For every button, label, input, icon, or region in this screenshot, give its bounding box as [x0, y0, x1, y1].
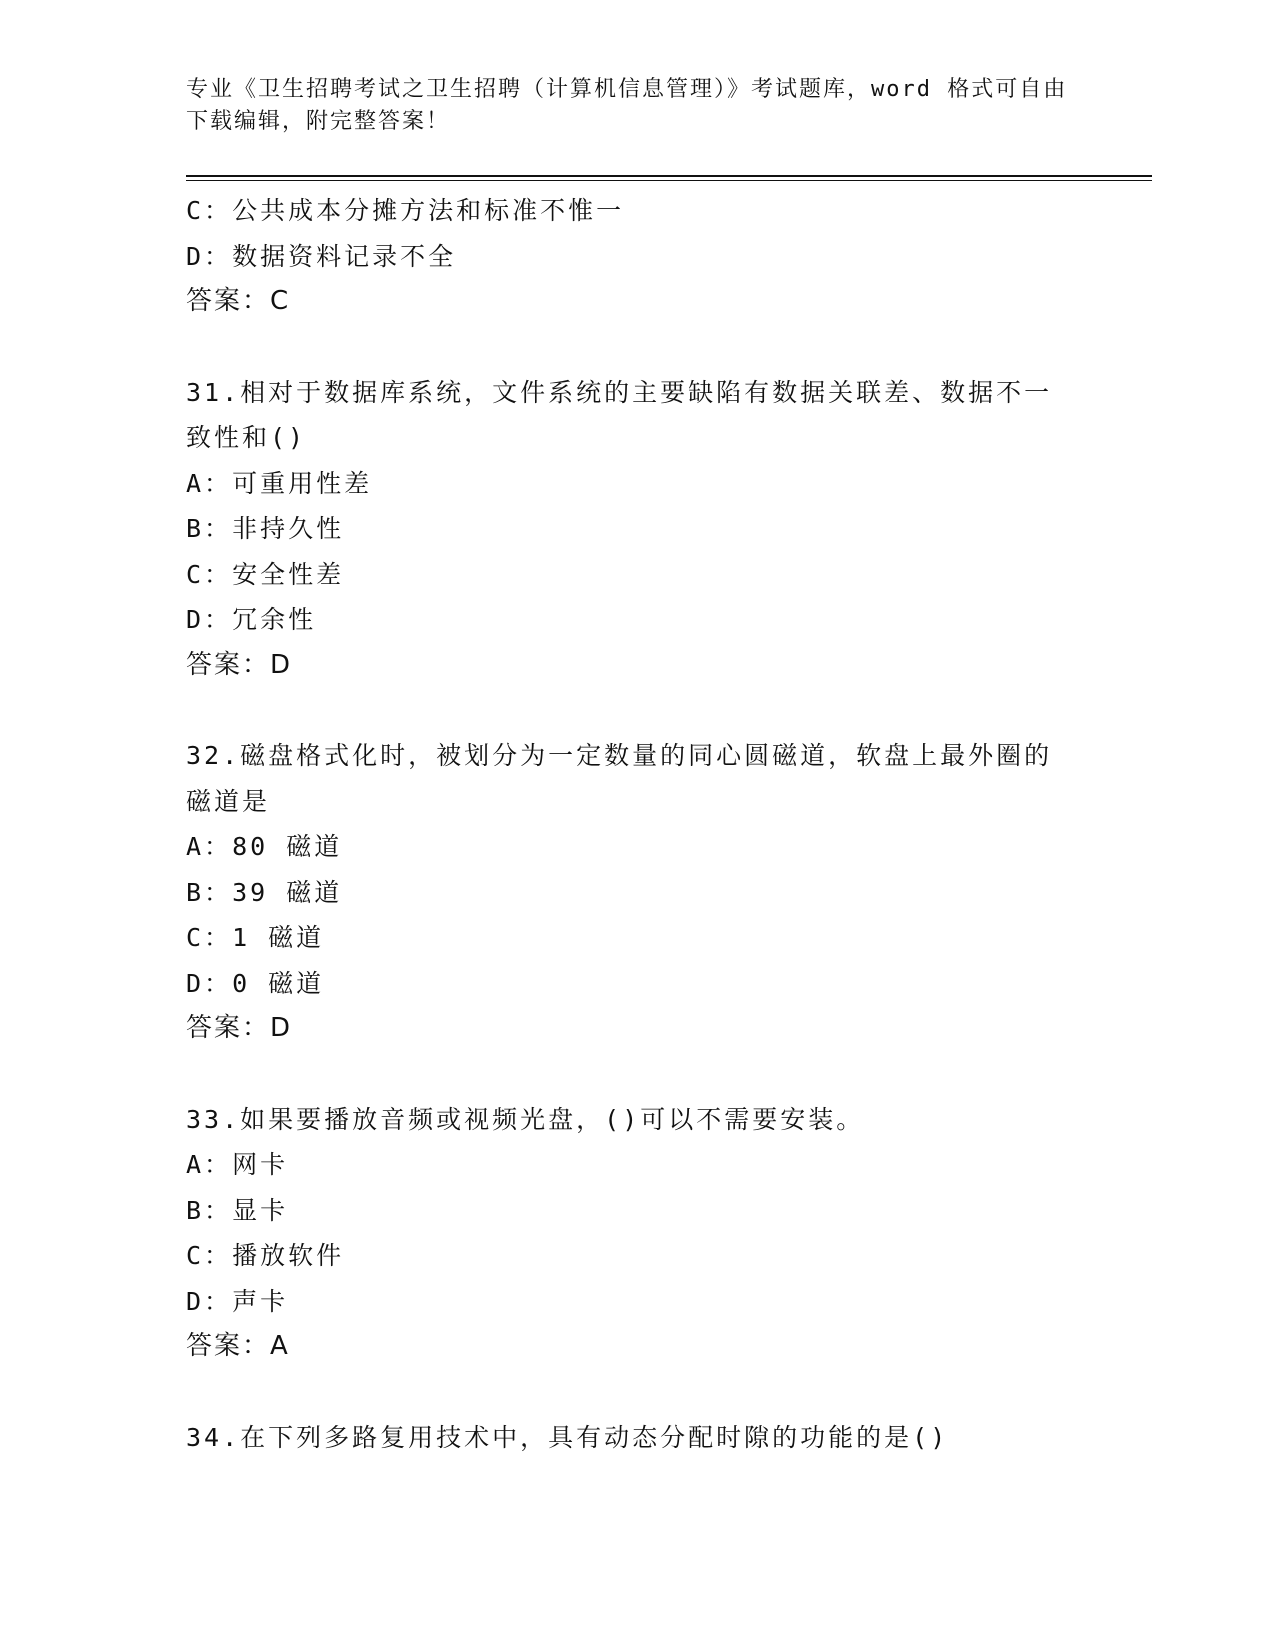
answer-line: 答案：D	[186, 649, 293, 680]
option-b: B：39 磁道	[186, 877, 343, 907]
option-b: B：非持久性	[186, 514, 345, 543]
option-d: D：0 磁道	[186, 968, 325, 998]
option-b: B：显卡	[186, 1195, 289, 1225]
document-body	[186, 188, 1086, 1460]
question-33	[186, 1097, 1086, 1370]
header-rule-thick	[186, 175, 1152, 177]
header-text: 专业《卫生招聘考试之卫生招聘（计算机信息管理）》考试题库，word 格式可自由下载编辑，附完整答案！	[186, 77, 1068, 134]
option-a: A：网卡	[186, 1150, 289, 1179]
option-c: C：1 磁道	[186, 923, 325, 952]
option-d: D：声卡	[186, 1286, 289, 1316]
header-rule-thin	[186, 180, 1152, 181]
option-a: A：80 磁道	[186, 832, 343, 861]
option-c: C：安全性差	[186, 559, 345, 589]
option-d: D：数据资料记录不全	[186, 241, 457, 271]
option-a: A：可重用性差	[186, 468, 373, 498]
option-d: D：冗余性	[186, 605, 317, 634]
page-header	[186, 74, 1076, 138]
question-34	[186, 1415, 1086, 1461]
answer-line: 答案：A	[186, 1331, 290, 1361]
question-stem: 31.相对于数据库系统，文件系统的主要缺陷有数据关联差、数据不一致性和()	[186, 377, 1053, 452]
question-32	[186, 733, 1086, 1052]
option-c: C：播放软件	[186, 1241, 345, 1270]
prev-question-tail	[186, 188, 1086, 325]
question-stem: 32.磁盘格式化时，被划分为一定数量的同心圆磁道，软盘上最外圈的磁道是	[186, 741, 1053, 816]
answer-line: 答案：D	[186, 1013, 293, 1043]
question-stem: 33.如果要播放音频或视频光盘，()可以不需要安装。	[186, 1104, 865, 1134]
answer-line: 答案：C	[186, 286, 291, 316]
question-31	[186, 370, 1086, 689]
question-stem: 34.在下列多路复用技术中，具有动态分配时隙的功能的是()	[186, 1422, 949, 1452]
option-c: C：公共成本分摊方法和标准不惟一	[186, 196, 625, 225]
